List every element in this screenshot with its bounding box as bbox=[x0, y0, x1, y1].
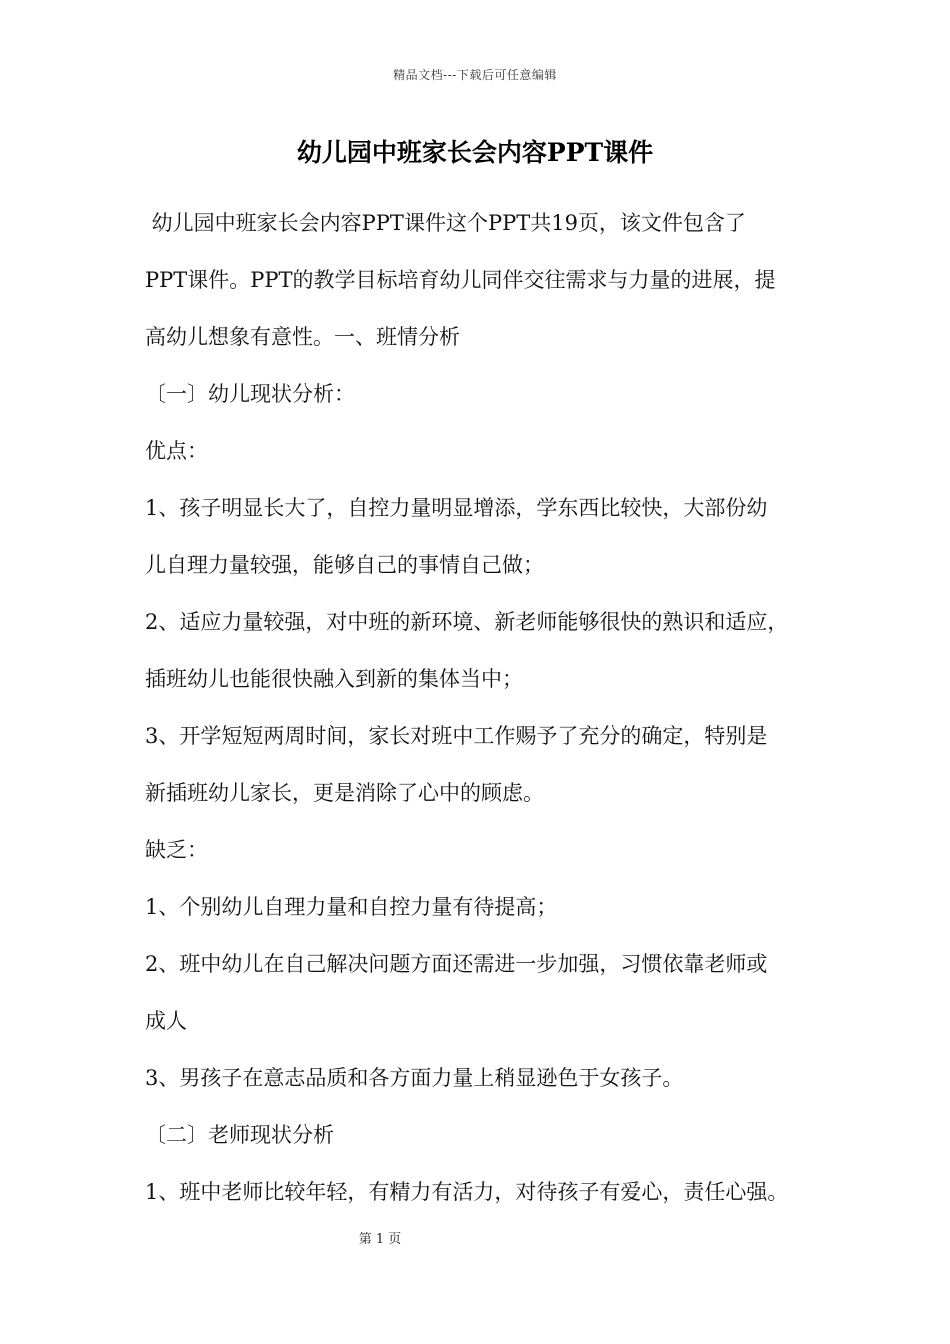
body-line: 1、孩子明显长大了，自控力量明显增添，学东西比较快，大部份幼 bbox=[145, 496, 768, 520]
page-number: 第 1 页 bbox=[358, 1232, 402, 1247]
body-line: 3、男孩子在意志品质和各方面力量上稍显逊色于女孩子。 bbox=[145, 1066, 684, 1090]
body-line: 幼儿园中班家长会内容PPT课件这个PPT共19页，该文件包含了 bbox=[145, 211, 746, 235]
body-line: 高幼儿想象有意性。一、班情分析 bbox=[145, 325, 460, 349]
body-line: 新插班幼儿家长，更是消除了心中的顾虑。 bbox=[145, 781, 544, 805]
body-line: 插班幼儿也能很快融入到新的集体当中； bbox=[145, 667, 523, 691]
body-line: 2、适应力量较强，对中班的新环境、新老师能够很快的熟识和适应， bbox=[145, 610, 789, 634]
page-header: 精品文档---下载后可任意编辑 bbox=[393, 68, 557, 82]
document-title: 幼儿园中班家长会内容PPT课件 bbox=[296, 138, 654, 167]
section-heading: 〔一〕幼儿现状分析： bbox=[145, 382, 355, 406]
body-line: 成人 bbox=[145, 1009, 187, 1033]
subheading-shortcomings: 缺乏： bbox=[145, 838, 208, 862]
body-line: 1、班中老师比较年轻，有精力有活力，对待孩子有爱心，责任心强。 bbox=[145, 1180, 789, 1204]
section-heading: 〔二〕老师现状分析 bbox=[145, 1123, 334, 1147]
body-line: 2、班中幼儿在自己解决问题方面还需进一步加强，习惯依靠老师或 bbox=[145, 952, 768, 976]
subheading-advantages: 优点： bbox=[145, 439, 208, 463]
body-line: PPT课件。PPT的教学目标培育幼儿同伴交往需求与力量的进展，提 bbox=[145, 268, 776, 292]
document-body bbox=[145, 200, 815, 1226]
body-line: 1、个别幼儿自理力量和自控力量有待提高； bbox=[145, 895, 558, 919]
body-line: 儿自理力量较强，能够自己的事情自己做； bbox=[145, 553, 544, 577]
body-line: 3、开学短短两周时间，家长对班中工作赐予了充分的确定，特别是 bbox=[145, 724, 768, 748]
